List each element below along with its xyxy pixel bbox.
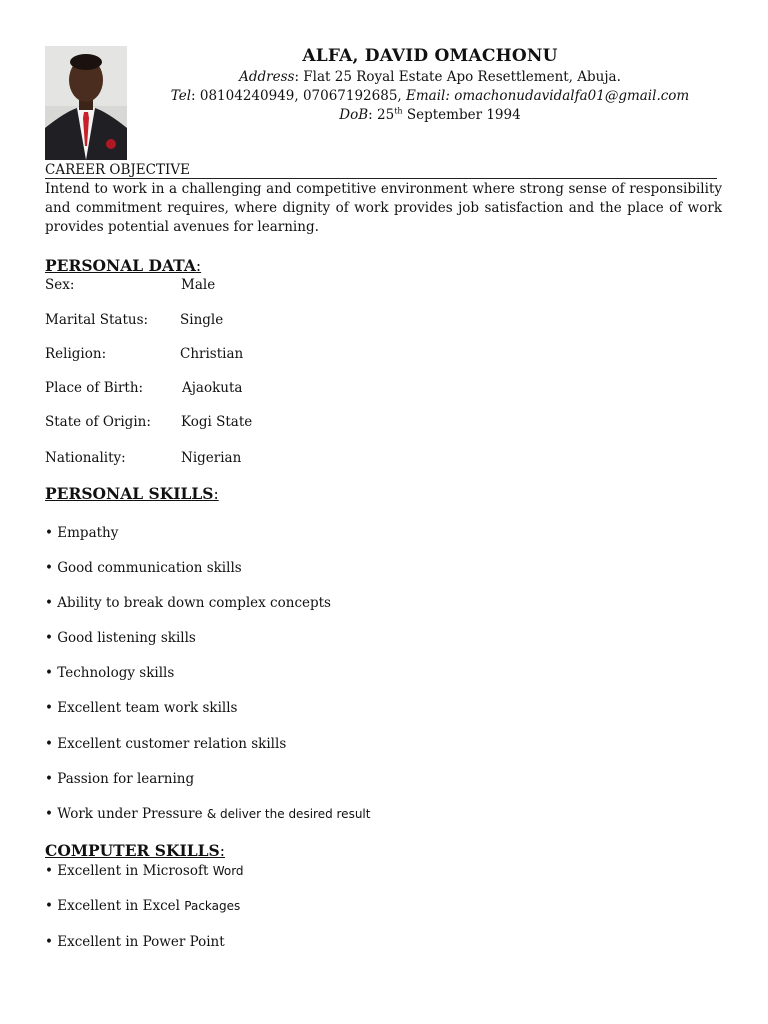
computer-skills-heading: COMPUTER SKILLS:: [45, 841, 225, 860]
personal-skills-heading: PERSONAL SKILLS:: [45, 484, 219, 503]
skill-text: Excellent team work skills: [57, 700, 238, 716]
pd-value-marital: Single: [180, 312, 224, 328]
list-item: • Work under Pressure & deliver the desired result: [45, 806, 371, 822]
skill-text: Good listening skills: [57, 630, 196, 646]
contact-line: Tel: 08104240949, 07067192685, Email: omachonudavidalfa01@gmail.com: [170, 88, 690, 104]
list-item: • Excellent customer relation skills: [45, 736, 287, 752]
dob-day: 25: [377, 107, 395, 123]
list-item: • Excellent in Excel Packages: [45, 898, 241, 914]
pd-value-sex: Male: [181, 277, 216, 293]
profile-photo: [45, 46, 127, 160]
skill-text: Work under Pressure: [57, 806, 203, 822]
computer-skill-text: Excellent in Excel: [57, 898, 180, 914]
skill-text: Technology skills: [57, 665, 175, 681]
email-value[interactable]: omachonudavidalfa01@gmail.com: [454, 88, 690, 104]
dob-suffix: th: [394, 106, 403, 116]
list-item: • Technology skills: [45, 665, 175, 681]
address-value: Flat 25 Royal Estate Apo Resettlement, Abuja.: [303, 69, 621, 85]
personal-data-title: PERSONAL DATA: [45, 256, 196, 275]
pd-label-origin: State of Origin:: [45, 414, 151, 430]
pd-label-religion: Religion:: [45, 346, 107, 362]
list-item: • Excellent in Microsoft Word: [45, 863, 244, 879]
skill-text: Excellent customer relation skills: [57, 736, 287, 752]
dob-rest: September 1994: [406, 107, 521, 123]
tel-label: Tel: [170, 88, 192, 104]
personal-skills-title: PERSONAL SKILLS: [45, 484, 214, 503]
computer-skill-suffix: Packages: [184, 899, 241, 913]
pd-label-nationality: Nationality:: [45, 450, 126, 466]
address-label: Address: [239, 69, 295, 85]
skill-text: Good communication skills: [57, 560, 242, 576]
career-objective-heading: CAREER OBJECTIVE: [45, 162, 717, 179]
pd-value-birthplace: Ajaokuta: [182, 380, 243, 396]
portrait-image: [45, 46, 127, 160]
list-item: • Empathy: [45, 525, 119, 541]
personal-data-heading: PERSONAL DATA:: [45, 256, 202, 275]
pd-label-birthplace: Place of Birth:: [45, 380, 144, 396]
dob-label: DoB: [339, 107, 369, 123]
pd-value-nationality: Nigerian: [181, 450, 242, 466]
pd-label-marital: Marital Status:: [45, 312, 149, 328]
dob-line: DoB: 25th September 1994: [339, 106, 521, 123]
computer-skills-title: COMPUTER SKILLS: [45, 841, 220, 860]
address-line: Address: Flat 25 Royal Estate Apo Resettlement, Abuja.: [239, 69, 621, 85]
pd-label-sex: Sex:: [45, 277, 75, 293]
pd-value-religion: Christian: [180, 346, 244, 362]
career-objective-text: Intend to work in a challenging and competitive environment where strong sense of responsibility and commitment requires, where dignity of work provides job satisfaction and the place of work provides potential avenues for learning.: [45, 181, 722, 235]
list-item: • Excellent in Power Point: [45, 934, 225, 950]
computer-skill-text: Excellent in Microsoft: [57, 863, 209, 879]
list-item: • Ability to break down complex concepts: [45, 595, 331, 611]
skill-text: Passion for learning: [57, 771, 195, 787]
list-item: • Good communication skills: [45, 560, 242, 576]
list-item: • Good listening skills: [45, 630, 196, 646]
skill-text-suffix: & deliver the desired result: [206, 807, 371, 821]
list-item: • Excellent team work skills: [45, 700, 238, 716]
full-name: ALFA, DAVID OMACHONU: [302, 46, 558, 66]
computer-skill-text: Excellent in Power Point: [57, 934, 225, 950]
email-label: Email:: [406, 88, 450, 104]
tel-value: 08104240949, 07067192685,: [199, 88, 402, 104]
list-item: • Passion for learning: [45, 771, 195, 787]
skill-text: Empathy: [57, 525, 119, 541]
pd-value-origin: Kogi State: [181, 414, 253, 430]
computer-skill-suffix: Word: [212, 864, 244, 878]
skill-text: Ability to break down complex concepts: [57, 595, 331, 611]
